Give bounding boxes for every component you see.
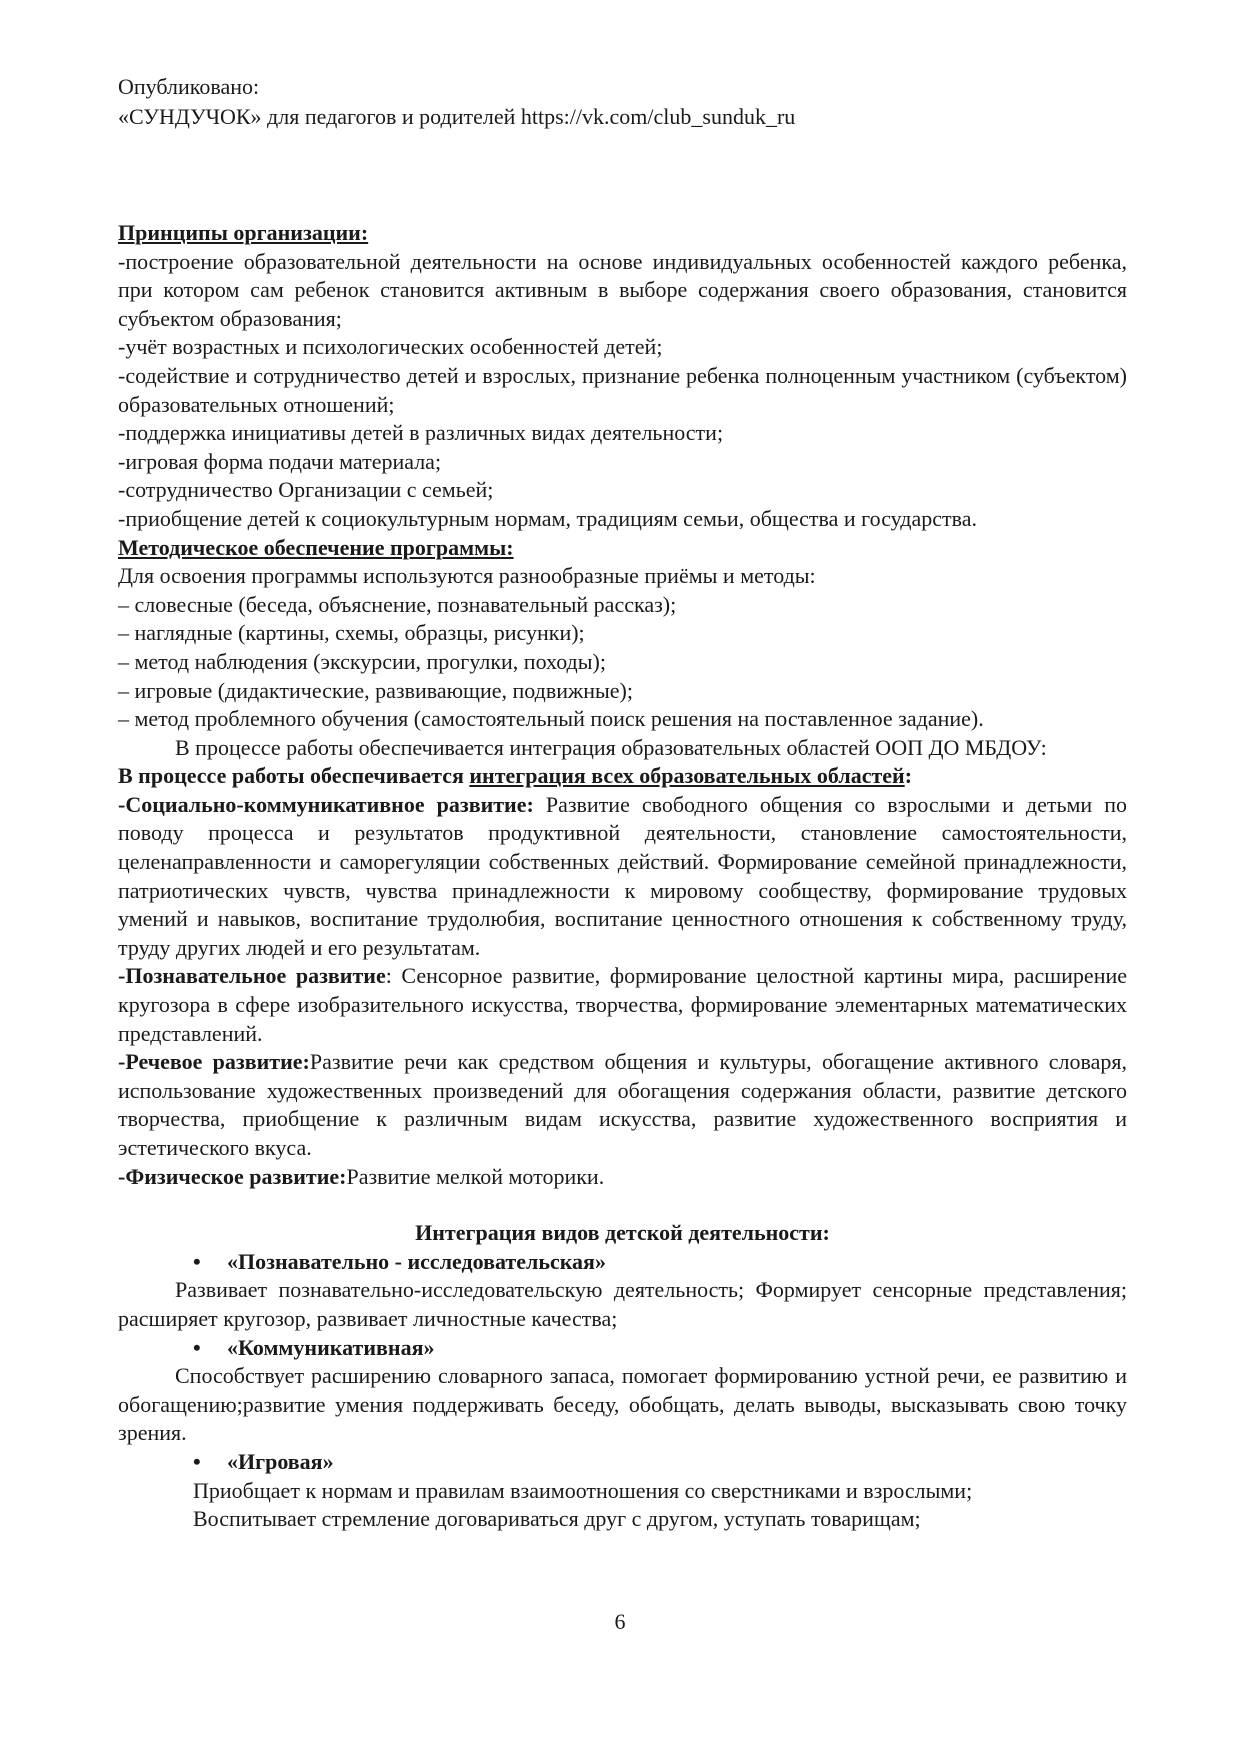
area-paragraph bbox=[118, 1163, 1127, 1192]
activity-title bbox=[118, 1334, 1127, 1363]
area-text: Развитие речи как средством общения и культуры, обогащение активного словаря, использование художественных произведений для обогащения содержания области, развитие детского творчества, приобщение к различным видам искусства, развитие художественного восприятия и эстетического вкуса. bbox=[118, 1049, 1127, 1160]
activity-description: Способствует расширению словарного запаса, помогает формированию устной речи, ее развитию и обогащению;развитие умения поддерживать беседу, обобщать, делать выводы, высказывать свою точку зрения. bbox=[118, 1363, 1127, 1446]
process-paragraph: В процессе работы обеспечивается интеграция образовательных областей ООП ДО МБДОУ: bbox=[175, 734, 1047, 760]
area-label: -Физическое развитие: bbox=[118, 1163, 347, 1189]
activity-title bbox=[118, 1448, 1127, 1477]
page-content bbox=[118, 219, 1127, 1534]
methods-intro: Для освоения программы используются разнообразные приёмы и методы: bbox=[118, 563, 816, 589]
principle-item: -учёт возрастных и психологических особенностей детей; bbox=[118, 334, 663, 360]
method-item: – игровые (дидактические, развивающие, подвижные); bbox=[118, 677, 633, 703]
activity-title-text: «Познавательно - исследовательская» bbox=[227, 1248, 606, 1274]
principle-item: -содействие и сотрудничество детей и взрослых, признание ребенка полноценным участником (субъектом) образовательных отношений; bbox=[118, 362, 1127, 417]
principle-item: -построение образовательной деятельности на основе индивидуальных особенностей каждого ребенка, при котором сам ребенок становится активным в выборе содержания своего образования, становится субъектом образования; bbox=[118, 248, 1127, 331]
publication-note bbox=[118, 72, 795, 132]
published-label: Опубликовано: bbox=[118, 74, 260, 99]
integration-lead-underlined: интеграция всех образовательных областей bbox=[469, 763, 905, 789]
method-item: – наглядные (картины, схемы, образцы, рисунки); bbox=[118, 620, 585, 646]
area-paragraph bbox=[118, 1048, 1127, 1162]
activity-description: Приобщает к нормам и правилам взаимоотношения со сверстниками и взрослыми; bbox=[193, 1477, 973, 1503]
integration-lead bbox=[118, 762, 1127, 791]
bullet-icon: • bbox=[193, 1334, 201, 1360]
method-item: – метод наблюдения (экскурсии, прогулки, походы); bbox=[118, 648, 606, 674]
integration-lead-prefix: В процессе работы обеспечивается bbox=[118, 763, 470, 789]
area-text: Развитие мелкой моторики. bbox=[346, 1163, 605, 1189]
integration-lead-suffix: : bbox=[904, 763, 913, 789]
area-paragraph bbox=[118, 791, 1127, 963]
activity-description: Развивает познавательно-исследовательскую деятельность; Формирует сенсорные представления; расширяет кругозор, развивает личностные качества; bbox=[118, 1277, 1127, 1331]
method-item: – словесные (беседа, объяснение, познавательный рассказ); bbox=[118, 591, 677, 617]
published-source: «СУНДУЧОК» для педагогов и родителей https://vk.com/club_sunduk_ru bbox=[118, 104, 796, 129]
principle-item: -поддержка инициативы детей в различных видах деятельности; bbox=[118, 420, 724, 446]
area-text: : Сенсорное развитие, формирование целостной картины мира, расширение кругозора в сфере изобразительного искусства, творчества, формирование элементарных математических представлений. bbox=[118, 963, 1128, 1046]
area-label: -Речевое развитие: bbox=[118, 1049, 310, 1075]
area-label: -Социально-коммуникативное развитие: bbox=[118, 791, 534, 817]
page-number: 6 bbox=[614, 1609, 626, 1634]
area-paragraph bbox=[118, 962, 1127, 1048]
principle-item: -приобщение детей к социокультурным нормам, традициям семьи, общества и государства. bbox=[118, 505, 977, 531]
methods-heading: Методическое обеспечение программы: bbox=[118, 534, 514, 560]
activity-description: Воспитывает стремление договариваться друг с другом, уступать товарищам; bbox=[193, 1506, 921, 1532]
spacer bbox=[118, 1191, 1127, 1219]
principles-heading: Принципы организации: bbox=[118, 220, 369, 245]
area-text: Развитие свободного общения со взрослыми и детьми по поводу процесса и результатов продуктивной деятельности, становление самостоятельности, целенаправленности и саморегуляции собственных действий. Формирование семейной принадлежности, патриотических чувств, чувства принадлежности к мировому сообществу, формирование трудовых умений и навыков, воспитание трудолюбия, воспитание ценностного отношения к собственному труду, труду других людей и его результатам. bbox=[118, 791, 1127, 960]
principle-item: -сотрудничество Организации с семьей; bbox=[118, 477, 494, 503]
area-label: -Познавательное развитие bbox=[118, 963, 386, 989]
bullet-icon: • bbox=[193, 1248, 201, 1274]
activity-title bbox=[118, 1248, 1127, 1277]
activity-title-text: «Коммуникативная» bbox=[227, 1334, 435, 1360]
bullet-icon: • bbox=[193, 1448, 201, 1474]
activities-heading: Интеграция видов детской деятельности: bbox=[415, 1220, 830, 1246]
principle-item: -игровая форма подачи материала; bbox=[118, 448, 442, 474]
activity-title-text: «Игровая» bbox=[227, 1448, 334, 1474]
method-item: – метод проблемного обучения (самостоятельный поиск решения на поставленное задание). bbox=[118, 706, 984, 732]
